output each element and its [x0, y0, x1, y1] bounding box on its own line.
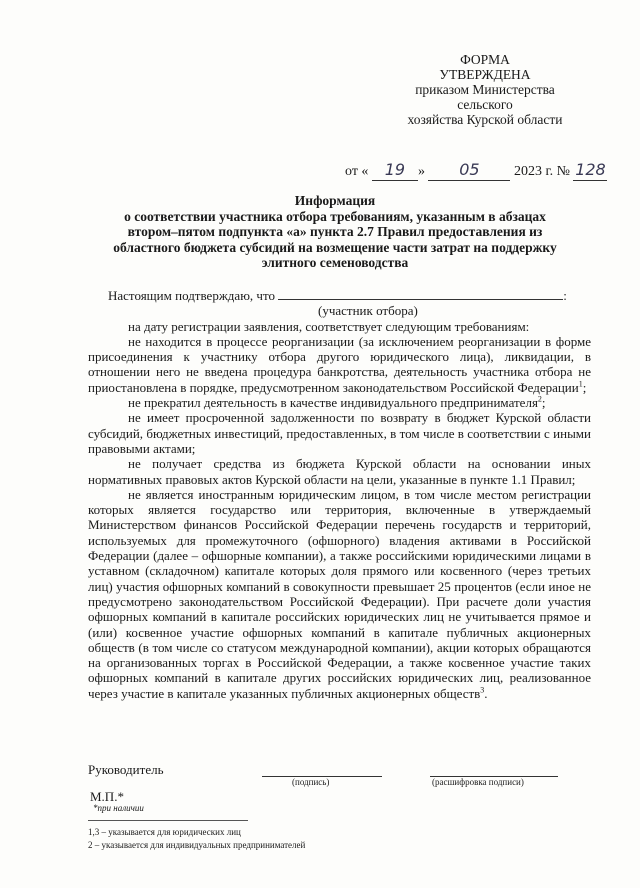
- date-quote: »: [417, 164, 425, 179]
- stamp-place: М.П.*: [90, 789, 124, 804]
- requirement-1: не находится в процессе реорганизации (за исключением реорганизации в форме присоединения к участнику отбора другого юридического лица), ликвидации, в отношении него не введена процедура банкротства, деятельность участника отбора не приостановлена в порядке, предусмотренном законодательством Российской Федерации$^1$;: [88, 333, 591, 395]
- footnote-divider: [88, 820, 248, 821]
- requirement-3: не имеет просроченной задолженности по возврату в бюджет Курской области субсидий, бюджетных инвестиций, предоставленных, в том числе в соответствии с иными правовыми актами;: [88, 410, 591, 456]
- order-line-1: приказом Министерства: [415, 82, 555, 97]
- head-label: Руководитель: [88, 762, 164, 777]
- title-line-3: областного бюджета субсидий на возмещение части затрат на поддержку: [113, 239, 557, 255]
- order-number: 128: [575, 160, 606, 179]
- confirm-line: Настоящим подтверждаю, что :: [108, 288, 567, 303]
- signature-caption: (подпись): [292, 777, 330, 787]
- requirement-2: не прекратил деятельность в качестве индивидуального предпринимателя$^2$;: [128, 394, 546, 411]
- title-line-4: элитного семеноводства: [261, 255, 409, 270]
- form-label: ФОРМА: [460, 52, 510, 67]
- date-month: 05: [428, 160, 510, 181]
- requirement-5: не является иностранным юридическим лицом, в том числе местом регистрации которых является государство или территория, включенные в утверждаемый Министерством финансов Российской Федерации перечень государств и территорий, используемых для промежуточного (офшорного) владения активами в Российской Федерации (далее – офшорные компании), а также российскими юридическими лицами в уставном (складочном) капитале которых доля прямого или косвенного (через третьих лиц) участия офшорных компаний в совокупности превышает 25 процентов (если иное не предусмотрено законодательством Российской Федерации). При расчете доли участия офшорных компаний в капитале российских юридических лиц не учитывается прямое и (или) косвенное участие офшорных компаний в капитале публичных акционерных обществ (в том числе со статусом международной компании), акции которых обращаются на организованных торгах в Российской Федерации, а также косвенное участие таких офшорных компаний в капитале других российских юридических лиц, реализованное через участие в капитале указанных публичных акционерных обществ$^3$.: [88, 486, 591, 701]
- footnote-1: 1,3 – указывается для юридических лиц: [88, 827, 241, 837]
- order-line-2: сельского: [457, 97, 513, 112]
- title-heading: Информация: [294, 193, 376, 208]
- name-caption: (расшифровка подписи): [432, 777, 524, 787]
- requirement-4: не получает средства из бюджета Курской области на основании иных нормативных правовых актов Курской области на цели, указанные в пункте 1.1 Правил;: [88, 456, 591, 487]
- date-year: 2023 г. №: [513, 164, 570, 179]
- date-day: 19: [372, 160, 418, 181]
- approved-label: УТВЕРЖДЕНА: [439, 67, 531, 82]
- order-line-3: хозяйства Курской области: [407, 112, 563, 127]
- order-date-line: [345, 160, 607, 181]
- document-title: [80, 193, 590, 271]
- participant-caption: (участник отбора): [318, 303, 418, 319]
- approval-block: [370, 52, 600, 127]
- title-line-2: втором–пятом подпункта «а» пункта 2.7 Правил предоставления из: [127, 224, 543, 239]
- date-prefix: от «: [345, 164, 369, 179]
- document-body: [88, 288, 591, 701]
- footnotes: [88, 826, 305, 852]
- footnote-2: 2 – указывается для индивидуальных предпринимателей: [88, 840, 306, 850]
- stamp-note: *при наличии: [93, 803, 144, 813]
- participant-fill-line: [278, 289, 563, 300]
- intro-paragraph: на дату регистрации заявления, соответствует следующим требованиям:: [128, 318, 530, 334]
- title-line-1: о соответствии участника отбора требованиям, указанным в абзацах: [124, 208, 546, 224]
